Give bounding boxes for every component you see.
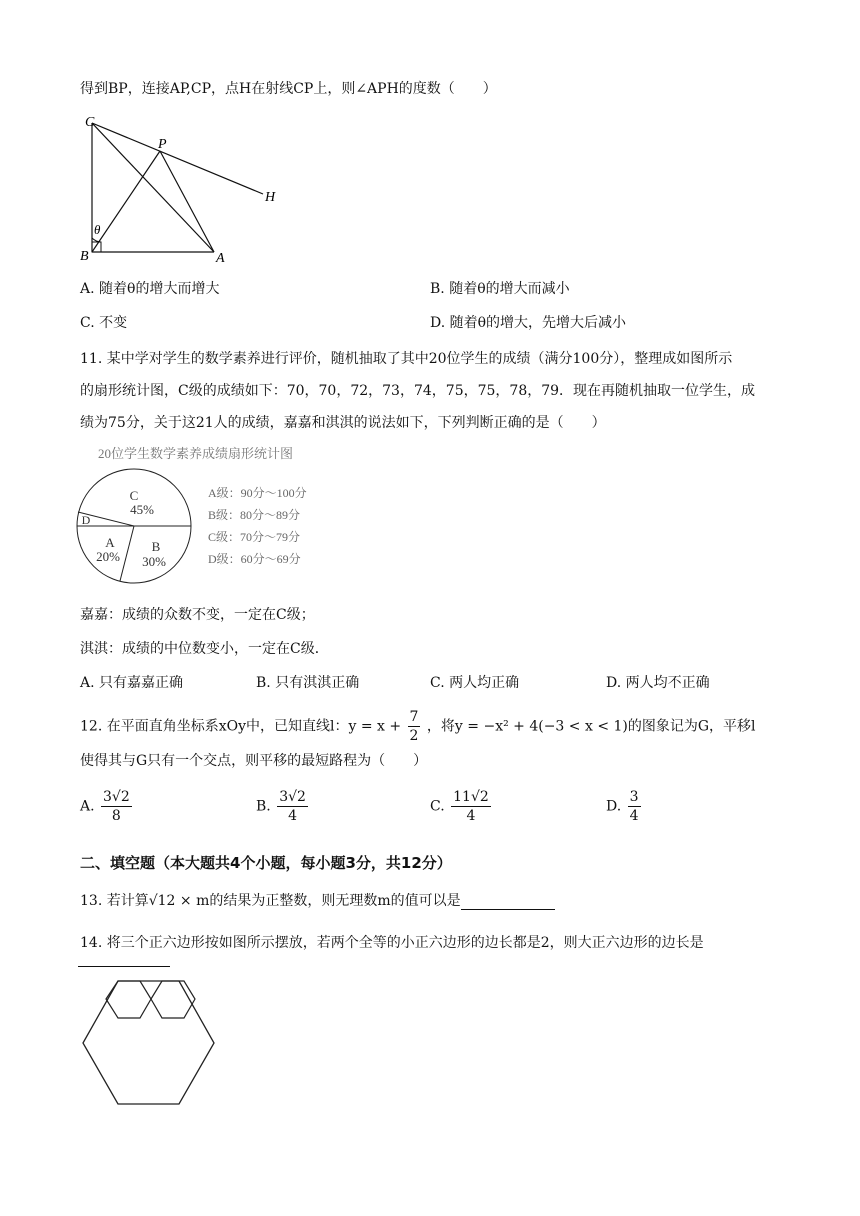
section-heading: 二、填空题（本大题共4个小题，每小题3分，共12分） — [80, 854, 452, 872]
q10-option-d: D. 随着θ的增大，先增大后减小 — [430, 315, 627, 331]
legend-c: C级：70分～79分 — [208, 530, 301, 544]
q13-text: 13. 若计算√12 × m的结果为正整数，则无理数m的值可以是 — [80, 890, 555, 910]
q12-line2: 使得其与G只有一个交点，则平移的最短路程为（ ） — [80, 753, 428, 769]
q11-line2: 的扇形统计图，C级的成绩如下：70，70，72，73，74，75，75，78，79．现在再随机抽取一位学生，成 — [80, 383, 756, 399]
q12-option-d: D. $\frac{3}{4}$ — [606, 789, 639, 824]
q10-option-a: A. 随着θ的增大而增大 — [80, 281, 220, 297]
q12-part1: 12. 在平面直角坐标系xOy中，已知直线l：y = x + — [80, 718, 402, 735]
q12-frac-den: 2 — [409, 728, 419, 744]
slice-d-label: D — [81, 513, 91, 527]
label-b: B — [80, 249, 89, 264]
q10-option-b: B. 随着θ的增大而减小 — [430, 281, 570, 297]
pie-chart-figure — [76, 440, 346, 590]
q12-part2: ，将y = −x² + 4(−3 < x < 1)的图象记为G，平移l — [426, 718, 756, 735]
q10-text: 得到BP，连接AP,CP，点H在射线CP上，则∠APH的度数（ ） — [80, 81, 497, 97]
q11-option-d: D. 两人均不正确 — [606, 675, 710, 691]
label-a: A — [216, 251, 225, 265]
legend-a: A级：90分～100分 — [208, 486, 307, 500]
q12-option-b: B. $\frac{3√2}{4}$ — [256, 789, 306, 824]
label-theta: θ — [94, 222, 101, 237]
q12-fraction — [408, 708, 421, 745]
q11-option-c: C. 两人均正确 — [430, 675, 520, 691]
hexagon-figure — [80, 976, 220, 1106]
q13-answer-blank — [461, 895, 555, 910]
q11-option-a: A. 只有嘉嘉正确 — [80, 675, 184, 691]
q14-answer-blank — [78, 966, 170, 967]
label-h: H — [265, 190, 276, 205]
q10-option-c: C. 不变 — [80, 315, 128, 331]
slice-b-label: B — [151, 539, 161, 554]
q11-line3: 绩为75分，关于这21人的成绩，嘉嘉和淇淇的说法如下，下列判断正确的是（ ） — [80, 415, 606, 431]
q11-line1: 11. 某中学对学生的数学素养进行评价，随机抽取了其中20位学生的成绩（满分100分），整理成如图所示 — [80, 351, 733, 367]
slice-a-label: A — [105, 535, 115, 550]
q10-figure — [80, 110, 300, 265]
legend-d: D级：60分～69分 — [208, 552, 301, 566]
q11-jia-statement: 嘉嘉：成绩的众数不变，一定在C级； — [80, 607, 315, 623]
q12-option-c: C. $\frac{11√2}{4}$ — [430, 789, 489, 824]
legend-b: B级：80分～89分 — [208, 508, 301, 522]
chart-title: 20位学生数学素养成绩扇形统计图 — [98, 446, 294, 461]
q12-frac-num: 7 — [409, 709, 419, 725]
slice-b-pct: 30% — [142, 554, 166, 569]
label-c: C — [85, 115, 95, 130]
q11-qi-statement: 淇淇：成绩的中位数变小，一定在C级． — [80, 641, 329, 657]
q12-option-a: A. $\frac{3√2}{8}$ — [80, 789, 130, 824]
q11-option-b: B. 只有淇淇正确 — [256, 675, 360, 691]
q14-text: 14. 将三个正六边形按如图所示摆放，若两个全等的小正六边形的边长都是2，则大正六边形的边长是 — [80, 935, 704, 951]
q12-line1 — [80, 708, 756, 745]
slice-a-pct: 20% — [96, 549, 120, 564]
slice-c-label: C — [129, 488, 139, 503]
label-p: P — [158, 137, 167, 152]
slice-c-pct: 45% — [130, 502, 154, 517]
